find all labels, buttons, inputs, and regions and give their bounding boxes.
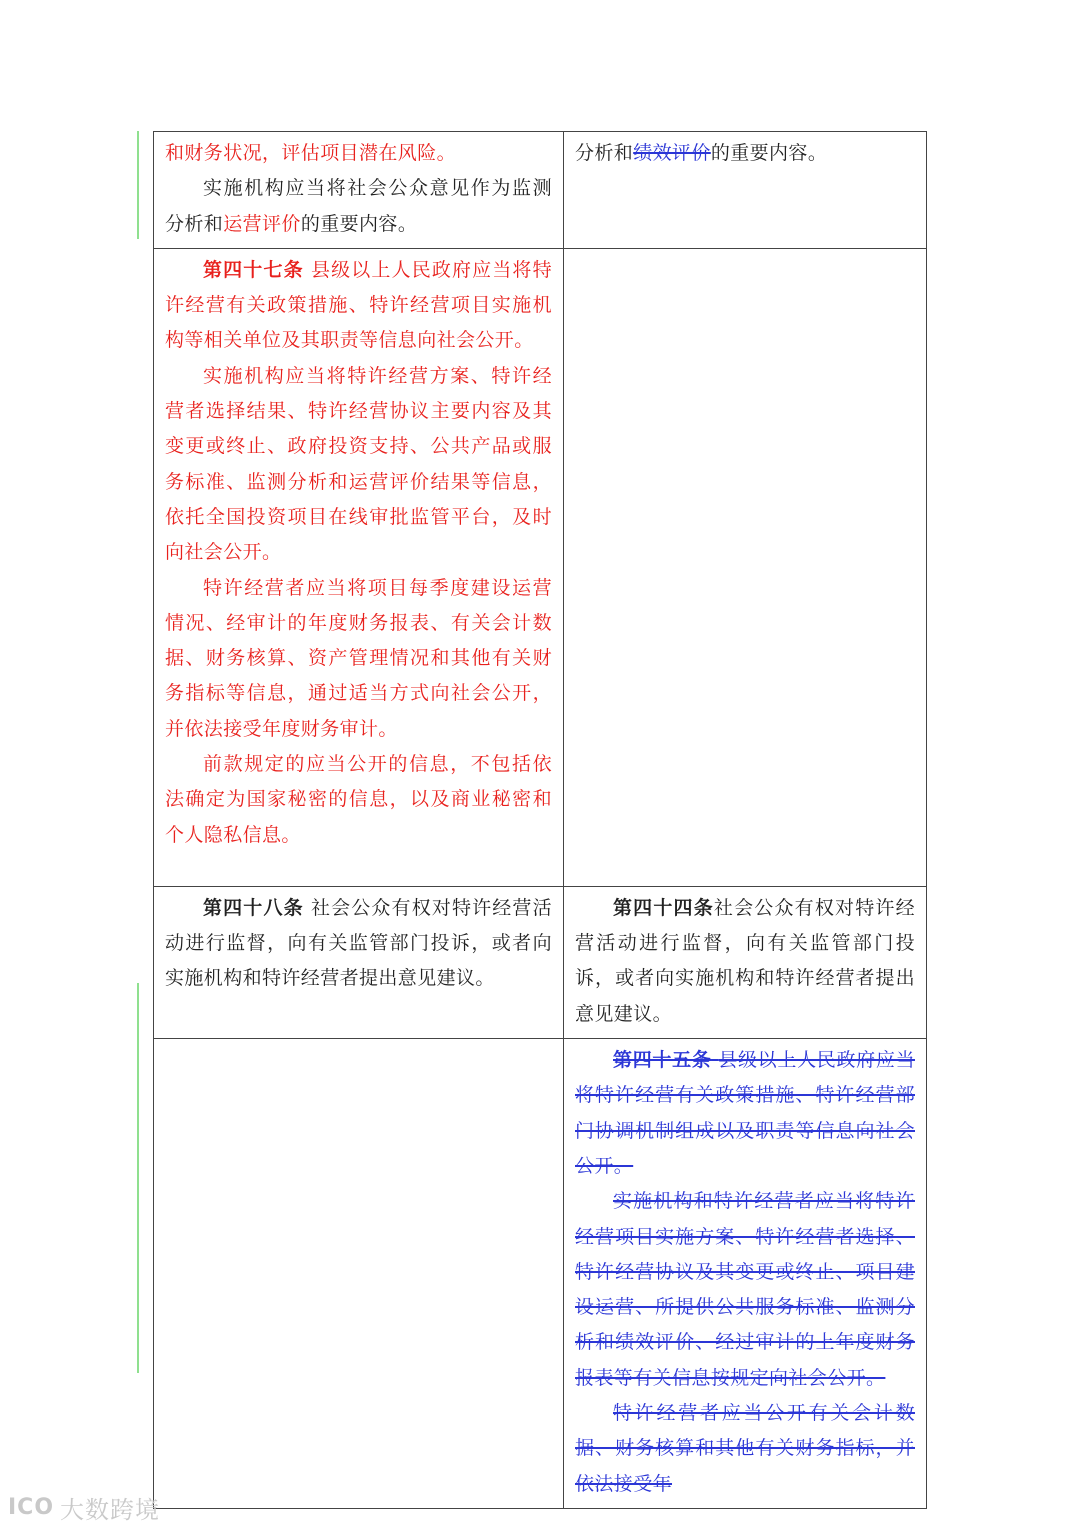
paragraph [575, 1043, 915, 1184]
text-run: 县级以上人民政府应当将特许经营有关政策措施、特许经营项目实施机构等相关单位及其职责等信息向社会公开。 [165, 258, 552, 352]
article-number: 第四十八条 [203, 896, 304, 919]
revised-cell [154, 248, 564, 886]
text-run: 实施机构应当将社会公众意见作为监测分析和 [165, 177, 552, 235]
paragraph: 实施机构应当将特许经营方案、特许经营者选择结果、特许经营协议主要内容及其变更或终止、政府投资支持、公共产品或服务标准、监测分析和运营评价结果等信息，依托全国投资项目在线审批监管平台，及时向社会公开。 [165, 364, 552, 564]
text-run: 的重要内容。 [300, 212, 418, 235]
revised-cell [154, 132, 564, 249]
deleted-text: 绩效评价 [633, 142, 711, 164]
paragraph [575, 891, 915, 1032]
table-row [154, 248, 927, 886]
text-run: 分析和 [575, 142, 634, 164]
article-number: 第四十七条 [203, 258, 304, 281]
paragraph [165, 171, 552, 242]
paragraph [165, 891, 552, 997]
watermark-text: 大数跨境 [60, 1495, 161, 1524]
original-cell [564, 132, 927, 249]
paragraph [575, 136, 915, 171]
text-run: 社会公众有权对特许经营活动进行监督，向有关监管部门投诉，或者向实施机构和特许经营者提出意见建议。 [165, 896, 552, 990]
added-text: 运营评价 [223, 212, 301, 235]
text-run: 的重要内容。 [710, 142, 828, 164]
original-cell-deleted [564, 1039, 927, 1509]
article-number: 第四十四条 [613, 896, 714, 919]
revised-cell [154, 886, 564, 1038]
paragraph: 特许经营者应当将项目每季度建设运营情况、经审计的年度财务报表、有关会计数据、财务核算、资产管理情况和其他有关财务指标等信息，通过适当方式向社会公开，并依法接受年度财务审计。 [165, 576, 552, 740]
change-bar-top [137, 131, 139, 239]
article-number: 第四十五条 [613, 1049, 712, 1072]
text-run: 县级以上人民政府应当将特许经营有关政策措施、特许经营部门协调机制组成以及职责等信息向社会公开。 [575, 1049, 915, 1177]
text-run: 社会公众有权对特许经营活动进行监督，向有关监管部门投诉，或者向实施机构和特许经营者提出意见建议。 [575, 896, 915, 1025]
paragraph [165, 253, 552, 359]
table-row [154, 132, 927, 249]
paragraph: 和财务状况，评估项目潜在风险。 [165, 142, 457, 164]
original-cell [564, 886, 927, 1038]
paragraph: 前款规定的应当公开的信息，不包括依法确定为国家秘密的信息，以及商业秘密和个人隐私信息。 [165, 753, 552, 846]
table-row [154, 886, 927, 1038]
table-row [154, 1039, 927, 1509]
paragraph: 特许经营者应当公开有关会计数据、财务核算和其他有关财务指标，并依法接受年 [575, 1402, 915, 1495]
revised-cell-empty [154, 1039, 564, 1509]
watermark-logo-icon: ICO [8, 1494, 55, 1520]
watermark [8, 1490, 160, 1524]
paragraph: 实施机构和特许经营者应当将特许经营项目实施方案、特许经营者选择、特许经营协议及其变更或终止、项目建设运营、所提供公共服务标准、监测分析和绩效评价、经过审计的上年度财务报表等有关信息按规定向社会公开。 [575, 1190, 915, 1389]
original-cell-empty [564, 248, 927, 886]
change-bar-bottom [137, 983, 139, 1373]
comparison-table [153, 131, 927, 1509]
